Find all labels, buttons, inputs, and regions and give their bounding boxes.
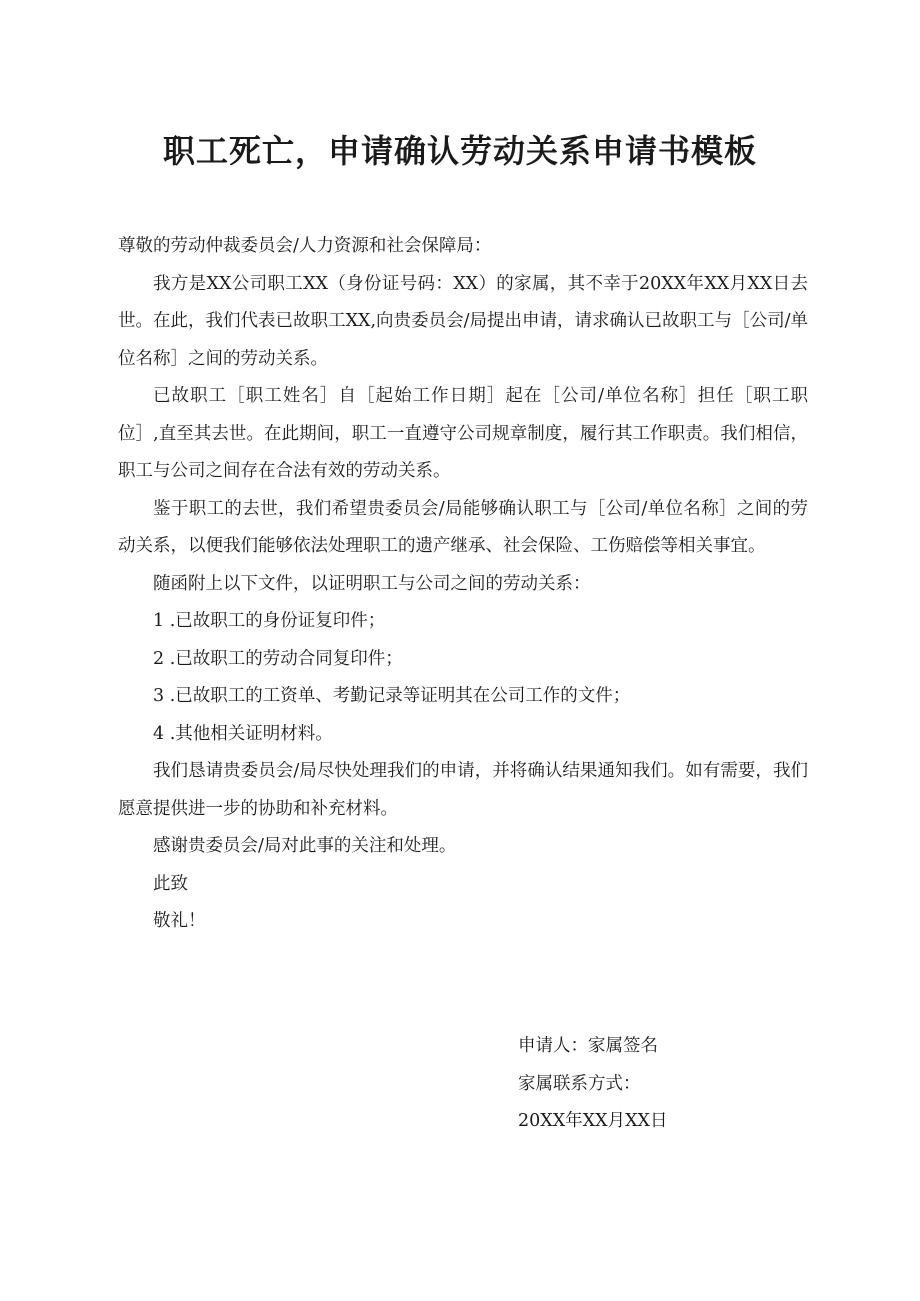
closing-line-1: 此致 (153, 873, 188, 894)
attachment-item: 3 .已故职工的工资单、考勤记录等证明其在公司工作的文件； (153, 686, 631, 706)
attachment-item: 2 .已故职工的劳动合同复印件； (153, 648, 403, 669)
salutation: 尊敬的劳动仲裁委员会/人力资源和社会保障局： (118, 236, 492, 256)
document-title: 职工死亡，申请确认劳动关系申请书模板 (162, 132, 757, 170)
document-body (118, 228, 808, 941)
paragraph-employment: 已故职工［职工姓名］自［起始工作日期］起在［公司/单位名称］担任［职工职位］,直至其去世。在此期间，职工一直遵守公司规章制度，履行其工作职责。我们相信，职工与公司之间存在合法有效的劳动关系。 (118, 386, 808, 481)
attachment-item: 4 .其他相关证明材料。 (153, 723, 333, 744)
paragraph-request-purpose: 鉴于职工的去世，我们希望贵委员会/局能够确认职工与［公司/单位名称］之间的劳动关系，以便我们能够依法处理职工的遗产继承、社会保险、工伤赔偿等相关事宜。 (118, 498, 808, 556)
paragraph-attachments-intro: 随函附上以下文件，以证明职工与公司之间的劳动关系： (153, 573, 591, 594)
signature-block (518, 1028, 668, 1141)
paragraph-introduction: 我方是XX公司职工XX（身份证号码：XX）的家属，其不幸于20XX年XX月XX日去世。在此，我们代表已故职工XX,向贵委员会/局提出申请，请求确认已故职工与［公司/单位名称］之间的劳动关系。 (118, 273, 808, 369)
closing-line-2: 敬礼！ (153, 911, 206, 931)
attachment-item: 1 .已故职工的身份证复印件； (153, 611, 386, 631)
applicant-signature: 申请人：家属签名 (518, 1036, 658, 1056)
paragraph-thanks: 感谢贵委员会/局对此事的关注和处理。 (153, 836, 457, 856)
contact-info: 家属联系方式： (518, 1073, 641, 1094)
paragraph-request: 我们恳请贵委员会/局尽快处理我们的申请，并将确认结果通知我们。如有需要，我们愿意提供进一步的协助和补充材料。 (118, 761, 808, 819)
signature-date: 20XX年XX月XX日 (518, 1111, 668, 1131)
